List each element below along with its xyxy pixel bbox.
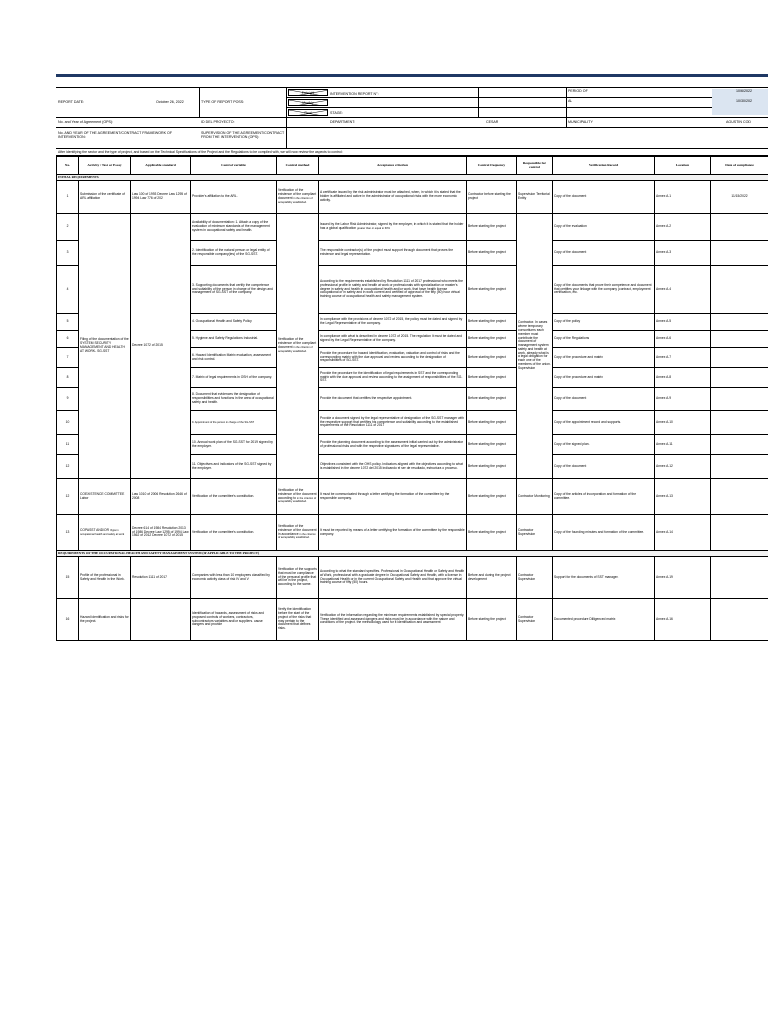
row-standard bbox=[131, 599, 191, 641]
al-label: AL bbox=[568, 99, 573, 103]
row-record: Copy of the Regulations bbox=[553, 331, 655, 348]
row-criterion: In compliance with what is described in decree 1072 of 2015. The regulation It must be dated and signed by the Legal Representative of the company. bbox=[319, 331, 467, 348]
row-frequency: Before starting the project bbox=[467, 479, 517, 515]
method-note: in the criterion of acceptability established. bbox=[278, 496, 317, 504]
table-row bbox=[57, 557, 768, 599]
row-frequency: Before starting the project bbox=[467, 435, 517, 455]
row-date bbox=[711, 557, 768, 599]
row-no: 4 bbox=[57, 266, 79, 314]
row-record: Copy of the document bbox=[553, 388, 655, 411]
row-frequency: Before starting the project bbox=[467, 599, 517, 641]
row-no: 3 bbox=[57, 241, 79, 266]
col-verification-record: Verification Record bbox=[553, 157, 655, 175]
row-location: Annex A.13 bbox=[655, 479, 711, 515]
row-no: 7 bbox=[57, 348, 79, 368]
row-activity: Hazard identification and risks for the project. bbox=[79, 599, 131, 641]
row-frequency: Before starting the project bbox=[467, 348, 517, 368]
period-of-label: PERIOD OF bbox=[568, 89, 588, 93]
row-record: Copy of the document bbox=[553, 455, 655, 479]
supervision-label: SUPERVISION OF THE AGREEMENT/CONTRACT FROM THE INTERVENTION (OPS): bbox=[201, 131, 285, 140]
header-line bbox=[56, 117, 768, 118]
row-location: Annex A.4 bbox=[655, 266, 711, 314]
row-variable: 6. Hazard Identification Matrix evaluation, assessment and risk control. bbox=[191, 348, 277, 368]
header-line bbox=[286, 107, 768, 108]
row-standard: Resolution 1111 of 2017 bbox=[131, 557, 191, 599]
row-location: Annex A.2 bbox=[655, 214, 711, 241]
row-no: 15 bbox=[57, 557, 79, 599]
row-date bbox=[711, 435, 768, 455]
row-date bbox=[711, 331, 768, 348]
row-record: Copy of the document bbox=[553, 181, 655, 214]
col-acceptance-criterion: Acceptance criterion bbox=[319, 157, 467, 175]
row-location: Annex A.9 bbox=[655, 388, 711, 411]
row-standard: Law 100 of 1993 Decree Law 1295 of 1994 Law 776 of 202 bbox=[131, 181, 191, 214]
header-line bbox=[286, 97, 768, 98]
row-criterion: Provide the document that certifies the respective appointment. bbox=[319, 388, 467, 411]
report-type-option-final[interactable] bbox=[288, 109, 328, 116]
row-variable: 5. Hygiene and Safety Regulations Industrial. bbox=[191, 331, 277, 348]
row-date bbox=[711, 479, 768, 515]
row-no: 16 bbox=[57, 599, 79, 641]
method-note: in the criterion of acceptability established. bbox=[278, 197, 313, 204]
row-method bbox=[277, 479, 319, 515]
report-type-option-monthly[interactable] bbox=[288, 99, 328, 106]
intervention-report-label: INTERVENTION REPORT N°: bbox=[330, 92, 379, 96]
section-title: REQUIREMENTS OF THE OCCUPATIONAL HEALTH AND SAFETY MANAGEMENT SYSTEM (IF APPLICABLE TO THE PROJECT) bbox=[57, 551, 768, 557]
col-standard: Applicable standard bbox=[131, 157, 191, 175]
report-date-value: October 26, 2022 bbox=[156, 100, 184, 104]
row-date bbox=[711, 314, 768, 331]
method-text: Verification of the existence of the document according to bbox=[278, 487, 317, 500]
header-line bbox=[56, 87, 768, 88]
row-location: Annex A.3 bbox=[655, 241, 711, 266]
municipality-label: MUNICIPALITY bbox=[568, 120, 593, 124]
report-header bbox=[56, 87, 768, 149]
row-record: Documented procedure Dilligenced matrix bbox=[553, 599, 655, 641]
row-location: Annex A.7 bbox=[655, 348, 711, 368]
row-activity: Profile of the professional in Safety and Health in the Work. bbox=[79, 557, 131, 599]
table-row bbox=[57, 214, 768, 241]
row-location: Annex A.19 bbox=[655, 557, 711, 599]
row-location: Annex A.8 bbox=[655, 368, 711, 388]
row-variable: Verification of the committee's constitution. bbox=[191, 479, 277, 515]
row-frequency: Before starting the project bbox=[467, 368, 517, 388]
row-date bbox=[711, 599, 768, 641]
row-standard: Decree 1072 of 2015 bbox=[131, 214, 191, 479]
row-activity: Submission of the certificate of ARL affiliation bbox=[79, 181, 131, 214]
row-no: 8 bbox=[57, 368, 79, 388]
option-label: Monthly bbox=[302, 101, 314, 105]
intro-text: After identifying the sector and the type of project, and based on the Technical Specifications of the Project and the Regulations to be complied with, we will now review the aspects to control: bbox=[56, 149, 768, 156]
period-of-value: 10/6/2022 bbox=[736, 89, 752, 93]
header-divider bbox=[566, 87, 567, 127]
method-text: Verification of the existence of the compliant document bbox=[278, 337, 317, 349]
department-label: DEPARTMENT: bbox=[330, 120, 356, 124]
row-criterion: According to what the standard specifies. Professional in Occupational Health or Safety and Health at Work, professional with a graduate degree in Occupational Safety and Health, with a license in Occupational Health or in the current Occupational Safety and Health and that approve the virtual training course of fifty (50) hours. bbox=[319, 557, 467, 599]
activity-note: Vigía in occupational health and safety at work bbox=[80, 528, 125, 536]
section-title: INITIAL REQUIREMENTS bbox=[57, 175, 768, 181]
row-record: Copy of the document bbox=[553, 241, 655, 266]
row-no: 9 bbox=[57, 388, 79, 411]
top-color-bar bbox=[56, 74, 768, 77]
row-responsible: Contractor. In cases where temporary consortiums each member must contribute the document of management system safety and health at work, already what is a legal obligation for each one of the members of the union. Supervision bbox=[517, 214, 553, 479]
row-location: Annex A.10 bbox=[655, 411, 711, 435]
col-activity: Activity / Test or Essay bbox=[79, 157, 131, 175]
row-no: 6 bbox=[57, 331, 79, 348]
row-no: 12 bbox=[57, 455, 79, 479]
table-row bbox=[57, 515, 768, 551]
report-type-option-fortnight[interactable] bbox=[288, 89, 328, 96]
row-record: Copy of the procedure and matrix bbox=[553, 368, 655, 388]
control-table bbox=[56, 156, 768, 641]
col-no: No. bbox=[57, 157, 79, 175]
row-variable: 8. Document that evidences the designation of responsibilities and functions in the area of occupational safety and health. bbox=[191, 388, 277, 411]
activity-text: COPASST AND/OR bbox=[80, 527, 110, 532]
row-location: Annex A.12 bbox=[655, 455, 711, 479]
row-standard: Law 1010 of 2006 Resolution 2646 of 2008 bbox=[131, 479, 191, 515]
option-label: Final bbox=[304, 111, 312, 115]
header-divider bbox=[286, 87, 287, 149]
row-frequency: Before and during the project development bbox=[467, 557, 517, 599]
row-criterion: The responsible contractor(s) of the project must support through document that proves the existence and legal representation. bbox=[319, 241, 467, 266]
row-date bbox=[711, 214, 768, 241]
row-activity bbox=[79, 515, 131, 551]
method-note: in the criterion of acceptability established. bbox=[278, 346, 313, 353]
method-text: Verification of the existence of the compliant document bbox=[278, 188, 317, 200]
row-frequency: Before starting the project bbox=[467, 266, 517, 314]
row-frequency: Before starting the project bbox=[467, 214, 517, 241]
method-note: in the criterion of acceptability established. bbox=[278, 532, 316, 540]
row-criterion: Provide the planning document according to the assessment initial carried out by the administrator of professional risks and with the respective signatures of the legal representative. bbox=[319, 435, 467, 455]
row-record: Copy of the appointment record and supports. bbox=[553, 411, 655, 435]
row-method bbox=[277, 214, 319, 479]
row-criterion: Provide the procedure for the identification of legal requirements in SST and the corresponding matrix with the due approval and review according to the assignment of responsibilities of the SG-SST. bbox=[319, 368, 467, 388]
row-record: Copy of the founding minutes and formation of the committee. bbox=[553, 515, 655, 551]
row-location: Annex A.1 bbox=[655, 181, 711, 214]
row-record: Copy of the procedure and matrix bbox=[553, 348, 655, 368]
row-variable: 11. Objectives and indicators of the SG-SST signed by the employer. bbox=[191, 455, 277, 479]
row-variable: 3. Supporting documents that certify the competence and suitability of the person in charge of the design and management of SG-SST of the company. bbox=[191, 266, 277, 314]
row-responsible: Contractor Supervision bbox=[517, 599, 553, 641]
row-criterion: Provide the procedure for hazard identification, evaluation, valuation and control of risks and the corresponding matrix with the due approval and review according to the designation of responsibilities of SG-SST. bbox=[319, 348, 467, 368]
table-row bbox=[57, 599, 768, 641]
contract-number-label: No. AND YEAR OF THE AGREEMENT/CONTRACT FRAMEWORK OF INTERVENTION: bbox=[58, 131, 173, 140]
row-location: Annex A.5 bbox=[655, 314, 711, 331]
row-frequency: Before starting the project bbox=[467, 241, 517, 266]
method-text: Verification of the existence of the document in accordance bbox=[278, 523, 317, 536]
row-record: Copy of the articles of incorporation and formation of the committee. bbox=[553, 479, 655, 515]
row-date bbox=[711, 455, 768, 479]
row-no: 2 bbox=[57, 214, 79, 241]
row-variable: 10. Annual work plan of the SG-SST for 2019 signed by the employer. bbox=[191, 435, 277, 455]
report-sheet bbox=[56, 74, 768, 641]
row-activity: Filing of the documentation of the SYSTEM SECURITY MANAGEMENT AND HEALTH AT WORK- SG-SST bbox=[79, 214, 131, 479]
row-no: 11 bbox=[57, 435, 79, 455]
projects-label: ID DEL PROYECTO: bbox=[201, 120, 235, 124]
row-activity: COEXISTENCE COMMITTEE Labor bbox=[79, 479, 131, 515]
row-responsible: Contractor Monitoring bbox=[517, 479, 553, 515]
row-no: 5 bbox=[57, 314, 79, 331]
col-date-of-compliance: Date of compliance bbox=[711, 157, 768, 175]
row-no: 13 bbox=[57, 515, 79, 551]
row-method: Verify the identification before the start of the project of the risks that may pertain to the document that defines risks. bbox=[277, 599, 319, 641]
row-date bbox=[711, 368, 768, 388]
row-no: 1 bbox=[57, 181, 79, 214]
col-responsible: Responsible for control bbox=[517, 157, 553, 175]
row-frequency: Before starting the project bbox=[467, 314, 517, 331]
row-criterion: It must be communicated through a letter certifying the formation of the committee by the responsible company. bbox=[319, 479, 467, 515]
row-location: Annex A.16 bbox=[655, 599, 711, 641]
row-location: Annex A.6 bbox=[655, 331, 711, 348]
row-variable: Availability of documentation: 1. Attach a copy of the evaluation of minimum standards of the management system in occupational safety and health. bbox=[191, 214, 277, 241]
option-label: Fortnight bbox=[301, 91, 315, 95]
row-method: Verification of the supports that must be compliance of the personal profile that will be in the project, according to the same. bbox=[277, 557, 319, 599]
header-divider bbox=[199, 87, 200, 117]
row-no: 10 bbox=[57, 411, 79, 435]
row-variable: 4. Occupational Health and Safety Policy bbox=[191, 314, 277, 331]
row-frequency: Before starting the project bbox=[467, 388, 517, 411]
row-variable: 7. Matrix of legal requirements in OSH of the company. bbox=[191, 368, 277, 388]
col-control-method: Control method bbox=[277, 157, 319, 175]
row-frequency: Before starting the project bbox=[467, 331, 517, 348]
row-frequency: Contractor before starting the project bbox=[467, 181, 517, 214]
report-type-label: TYPE OF REPORT POSS: bbox=[201, 100, 245, 104]
criterion-note: greater than or equal to 60% bbox=[357, 227, 390, 230]
row-date bbox=[711, 241, 768, 266]
row-variable: 9. Appointment of the person in charge of the SG-SST bbox=[191, 411, 277, 435]
col-location: Location bbox=[655, 157, 711, 175]
row-criterion: In compliance with the provisions of decree 1072 of 2015, the policy must be dated and signed by the Legal Representative of the company. bbox=[319, 314, 467, 331]
row-location: Annex A.11 bbox=[655, 435, 711, 455]
row-responsible: Contractor Supervision bbox=[517, 557, 553, 599]
al-value: 10/30/202 bbox=[736, 99, 752, 103]
row-responsible: Contractor Supervision bbox=[517, 515, 553, 551]
table-row bbox=[57, 479, 768, 515]
row-no: 12 bbox=[57, 479, 79, 515]
row-criterion: Objectives consistent with the OHS policy. Indicators aligned with the objectives according to what is established in the decree 1072 del 2015 indicando el ser de resultado, estructura o proceso. bbox=[319, 455, 467, 479]
row-variable: 2. Identification of the natural person or legal entity of the responsible company(ies) of the SG-SST. bbox=[191, 241, 277, 266]
table-row bbox=[57, 181, 768, 214]
col-control-frequency: Control frequency bbox=[467, 157, 517, 175]
criterion-text: Issued by the Labor Risk Administrator, signed by the employer, in which it is stated that the holder has a global qualification bbox=[320, 222, 464, 230]
stage-label: STAGE: bbox=[330, 111, 343, 115]
row-variable: Identification of hazards, assessment of risks and proposed controls of workers, contractors, subcontractors variables and/or suppliers. cause dangers and provide bbox=[191, 599, 277, 641]
row-frequency: Before starting the project bbox=[467, 455, 517, 479]
table-header-row bbox=[57, 157, 768, 175]
header-line bbox=[56, 127, 768, 128]
row-criterion: Verification of the information regarding the minimum requirements established by special property. These identified and assessed dangers and risks must be in accordance with the nature and conditions of the project. the methodology used for it identification and assessment bbox=[319, 599, 467, 641]
row-record: Copy of the evaluation bbox=[553, 214, 655, 241]
row-record: Copy of the policy bbox=[553, 314, 655, 331]
row-criterion: Provide a document signed by the legal representative of designation of the SG-SST manager with the respective support that certifies his competence and suitability according to the established requirements of the Resolution 1111 of 2017 bbox=[319, 411, 467, 435]
header-divider bbox=[478, 87, 479, 117]
row-method bbox=[277, 515, 319, 551]
col-control-variable: Control variable bbox=[191, 157, 277, 175]
row-method bbox=[277, 181, 319, 214]
row-record: Copy of the documents that prove their competence and document that certifies your linkage with the company (contract, employment certification, etc. bbox=[553, 266, 655, 314]
row-date: 11/15/2022 bbox=[711, 181, 768, 214]
row-record: Support for the documents of SST manager. bbox=[553, 557, 655, 599]
row-date bbox=[711, 348, 768, 368]
row-date bbox=[711, 515, 768, 551]
row-variable: Provider's affiliation to the ARL. bbox=[191, 181, 277, 214]
row-frequency: Before starting the project bbox=[467, 411, 517, 435]
row-criterion: According to the requirements established by Resolution 1111 of 2017 professional who meets the professional profile in safety and health at work or professionals with specialization or master's degree in safety and health in occupational health and/or work, that have health license occupational or in safety and in work current and certified of approval of the fifty (50) hour virtual training course of occupational health and safety management system. bbox=[319, 266, 467, 314]
agreement-label: No. and Year of Agreement (OPS): bbox=[58, 120, 114, 124]
department-value: CESAR bbox=[486, 120, 499, 124]
row-variable: Verification of the committee's constitution. bbox=[191, 515, 277, 551]
row-criterion bbox=[319, 214, 467, 241]
row-location: Annex A.14 bbox=[655, 515, 711, 551]
row-responsible: Supervision Territorial Entity bbox=[517, 181, 553, 214]
row-criterion: A certificate issued by the risk administrator must be attached, when, in which it is stated that the bidder is affiliated and active in the administrator of occupational risks with the more economic activity. bbox=[319, 181, 467, 214]
municipality-value: AGUSTIN COD bbox=[726, 120, 751, 124]
report-date-label: REPORT DATE: bbox=[58, 100, 85, 104]
row-standard: Decree 614 of 1984 Resolution 2013 of 1986 Decree Law 1295 of 1994 Law 1562 of 2012 Decree 1072 of 2015 bbox=[131, 515, 191, 551]
row-date bbox=[711, 388, 768, 411]
row-frequency: Before starting the project bbox=[467, 515, 517, 551]
row-date bbox=[711, 266, 768, 314]
row-date bbox=[711, 411, 768, 435]
row-criterion: It must be reported by means of a letter certifying the formation of the committee by the responsible company. bbox=[319, 515, 467, 551]
row-record: Copy of the signed plan. bbox=[553, 435, 655, 455]
row-variable: Companies with less than 10 employees classified by economic activity class of risk IV and V bbox=[191, 557, 277, 599]
